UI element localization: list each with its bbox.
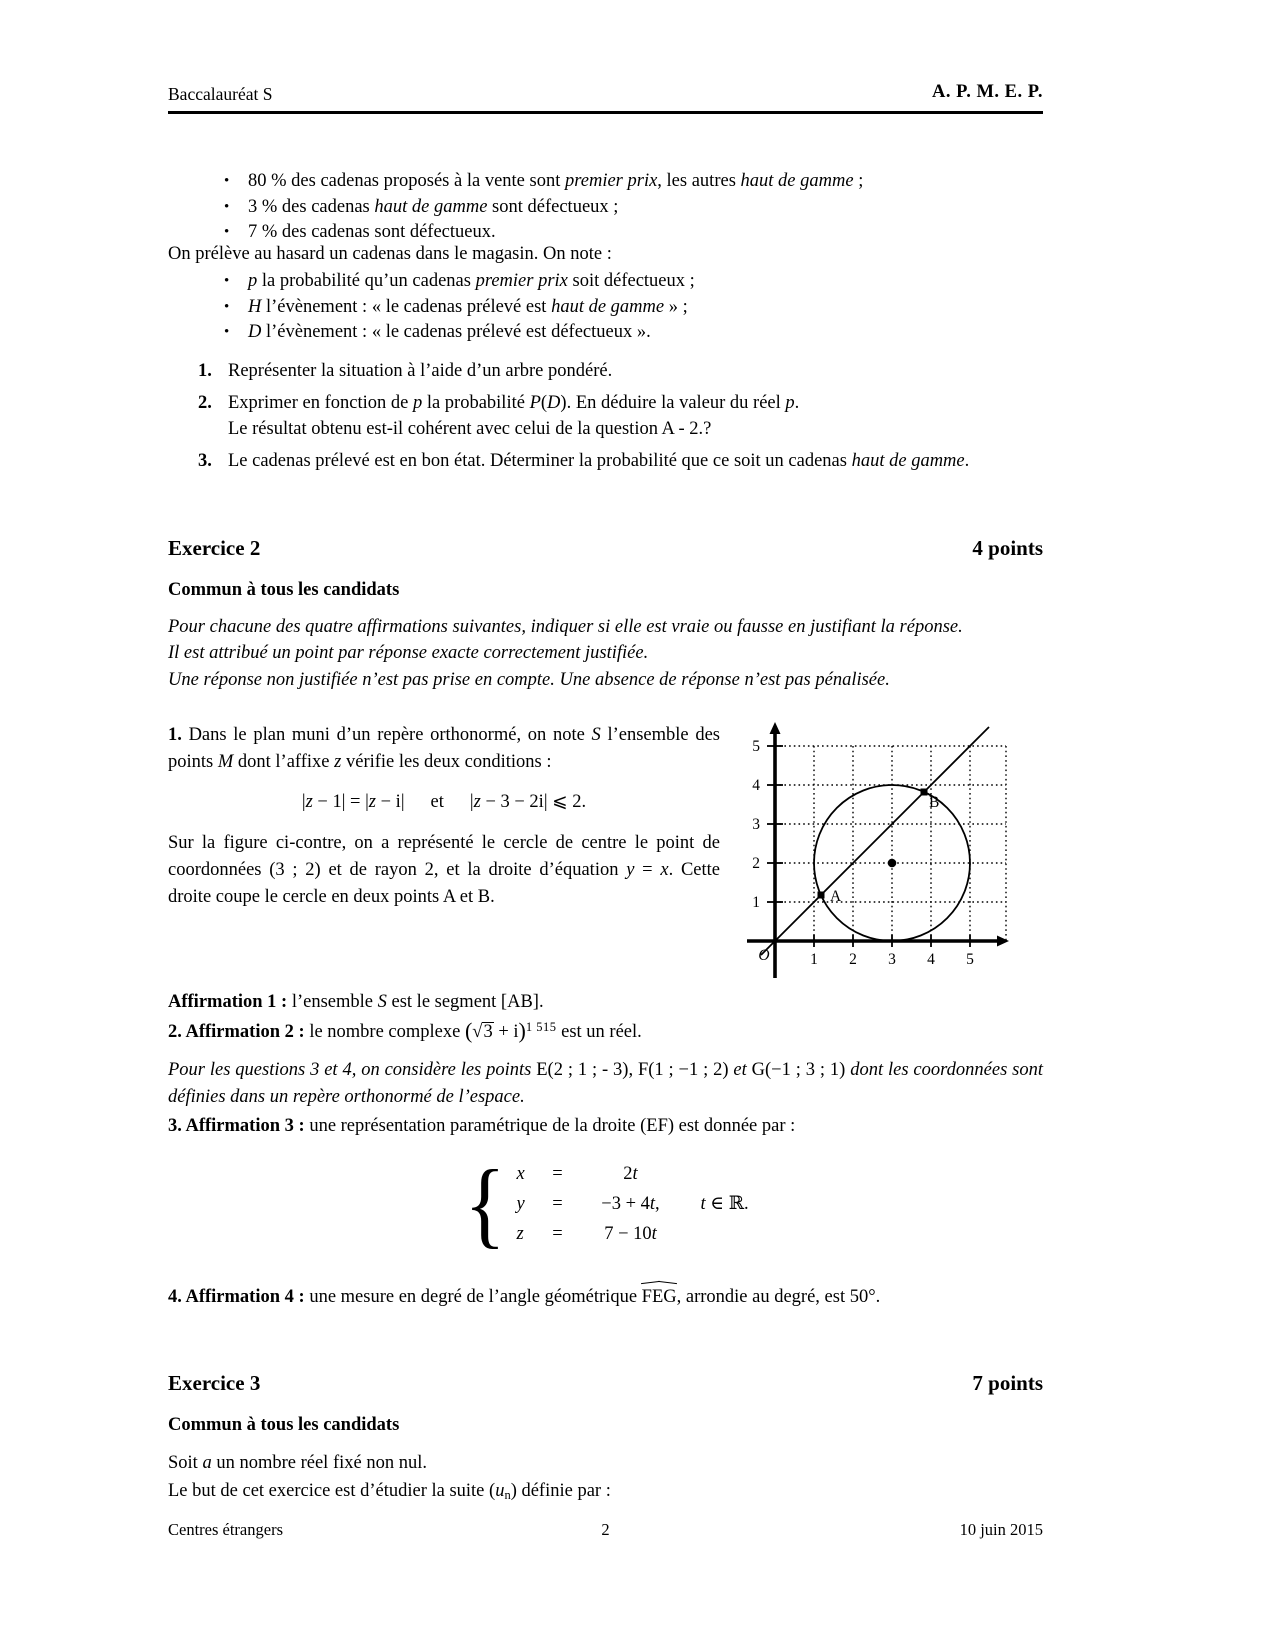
x-tick-label: 4 — [927, 951, 935, 968]
header-title: Baccalauréat S — [168, 84, 273, 104]
q1-text: 1. Dans le plan muni d’un repère orthonormé, on note S l’ensemble des points M dont l’affixe z vérifie les deux conditions : — [168, 725, 720, 772]
page-number: 2 — [601, 1520, 610, 1539]
bullet-glyph: • — [224, 324, 230, 340]
affirmation-1: Affirmation 1 : l’ensemble S est le segment [AB]. — [168, 992, 544, 1012]
paragraph-lead: On prélève au hasard un cadenas dans le magasin. On note : — [168, 244, 612, 264]
bullet-glyph: • — [224, 273, 230, 289]
x-tick-label: 3 — [888, 951, 896, 968]
exponent: 1 515 — [525, 1020, 557, 1034]
line-y-equals-x — [761, 727, 989, 955]
exercise-3-line2: Le but de cet exercice est d’étudier la suite $(u_n)$ définie par : — [168, 1480, 611, 1502]
page-footer — [168, 1520, 1043, 1540]
sqrt-radical: √ — [472, 1022, 483, 1042]
y-tick-label: 1 — [752, 894, 760, 911]
question-item-line2: Le résultat obtenu est-il cohérent avec celui de la question A - 2.? — [228, 419, 712, 439]
list-item: • H l’évènement : « le cadenas prélevé est haut de gamme » ; — [168, 295, 1043, 321]
exercise-3-header — [168, 1371, 1043, 1396]
grid-lines — [775, 746, 1006, 941]
y-tick-label: 5 — [752, 738, 760, 755]
question-list — [168, 358, 1043, 480]
origin-label: O — [758, 947, 770, 964]
exercise-2-points: 4 points — [972, 536, 1043, 560]
affirmation-3: 3. Affirmation 3 : une représentation paramétrique de la droite (EF) est donnée par : — [168, 1116, 796, 1136]
exercise-3-points: 7 points — [972, 1371, 1043, 1395]
list-item: • 80 % des cadenas proposés à la vente sont premier prix, les autres haut de gamme ; — [168, 169, 1043, 195]
system-row-x: x = 2t — [516, 1163, 638, 1184]
exercise-2-common: Commun à tous les candidats — [168, 580, 400, 600]
system-row-z: z = 7 − 10t — [516, 1223, 657, 1244]
point-b-marker — [921, 789, 928, 796]
question-number: 1. — [198, 361, 212, 381]
list-item: • 3 % des cadenas haut de gamme sont défectueux ; — [168, 195, 1043, 221]
bullet-glyph: • — [224, 224, 230, 240]
header-org: A. P. M. E. P. — [932, 82, 1043, 102]
list-item: • 7 % des cadenas sont défectueux. — [168, 220, 1043, 246]
question-number: 3. — [198, 451, 212, 471]
system-brace: { — [464, 1150, 507, 1257]
x-tick-label: 2 — [849, 951, 857, 968]
header-rule — [168, 111, 1043, 114]
circle-center-dot — [888, 859, 897, 868]
y-tick-label: 2 — [752, 855, 760, 872]
affirmation-2: 2. Affirmation 2 : le nombre complexe $(√3 + i)^{1 515}$ est un réel. — [168, 1018, 642, 1043]
list-item: • D l’évènement : « le cadenas prélevé est défectueux ». — [168, 320, 1043, 346]
point-b-label: B — [929, 794, 940, 811]
footer-date: 10 juin 2015 — [959, 1520, 1043, 1539]
bullet-glyph: • — [224, 298, 230, 315]
parameter-domain: t ∈ ℝ. — [700, 1193, 749, 1214]
exercise-3-common: Commun à tous les candidats — [168, 1415, 400, 1435]
bullet-list-notation — [168, 269, 1043, 346]
affirmation-4: 4. Affirmation 4 : une mesure en degré de l’angle géométrique FEG, arrondie au degré, est 50°. — [168, 1281, 1043, 1311]
condition-formula: |z − 1| = |z − i| et |z − 3 − 2i| ⩽ 2. — [301, 792, 587, 812]
bullet-glyph: • — [224, 173, 230, 189]
list-item: • p la probabilité qu’un cadenas premier prix soit défectueux ; — [168, 269, 1043, 295]
bullet-list-products — [168, 169, 1043, 246]
figure-plot — [733, 690, 1013, 980]
exercise-3-line1: Soit a un nombre réel fixé non nul. — [168, 1453, 427, 1473]
parametric-system — [168, 1150, 1043, 1257]
question-item: 1. Représenter la situation à l’aide d’un arbre pondéré. — [168, 358, 1043, 384]
preamble-line: Une réponse non justifiée n’est pas prise en compte. Une absence de réponse n’est pas pénalisée. — [168, 669, 890, 690]
question-item: 3. Le cadenas prélevé est en bon état. Déterminer la probabilité que ce soit un cadenas haut de gamme. — [168, 448, 1043, 474]
points-definition-paragraph: Pour les questions 3 et 4, on considère les points E(2 ; 1 ; - 3), F(1 ; −1 ; 2) et G(−1 ; 3 ; 1) dont les coordonnées sont définies dans un repère orthonormé de l’espace. — [168, 1060, 1043, 1107]
figure-svg — [733, 690, 1013, 980]
x-tick-label: 5 — [966, 951, 974, 968]
system-rows — [516, 1159, 748, 1249]
point-a-marker — [818, 892, 825, 899]
question-item: 2. Exprimer en fonction de p la probabilité P(D). En déduire la valeur du réel p. Le résultat obtenu est-il cohérent avec celui de la question A - 2.? — [168, 390, 1043, 442]
figure-caption-paragraph: Sur la figure ci-contre, on a représenté le cercle de centre le point de coordonnées (3 ; 2) et de rayon 2, et la droite d’équation y = x. Cette droite coupe le cercle en deux points A et B. — [168, 833, 721, 907]
bullet-glyph: • — [224, 198, 230, 215]
preamble-line: Il est attribué un point par réponse exacte correctement justifiée. — [168, 643, 649, 664]
exercise-2-preamble — [168, 614, 1043, 693]
exercise-3-intro — [168, 1450, 1043, 1509]
x-tick-label: 1 — [810, 951, 818, 968]
preamble-line: Pour chacune des quatre affirmations suivantes, indiquer si elle est vraie ou fausse en justifiant la réponse. — [168, 617, 963, 637]
y-tick-label: 3 — [752, 816, 760, 833]
question-number: 2. — [198, 393, 212, 413]
exercise-2-question-1 — [168, 722, 720, 911]
footer-left: Centres étrangers — [168, 1520, 283, 1539]
point-a-label: A — [830, 888, 842, 905]
exercise-3-title: Exercice 3 — [168, 1371, 261, 1395]
exercise-2-title: Exercice 2 — [168, 536, 261, 560]
exercise-2-header — [168, 536, 1043, 561]
system-row-y: y = −3 + 4t, t ∈ ℝ. — [516, 1189, 748, 1219]
angle-feg: FEG — [642, 1281, 677, 1311]
y-tick-label: 4 — [752, 777, 760, 794]
